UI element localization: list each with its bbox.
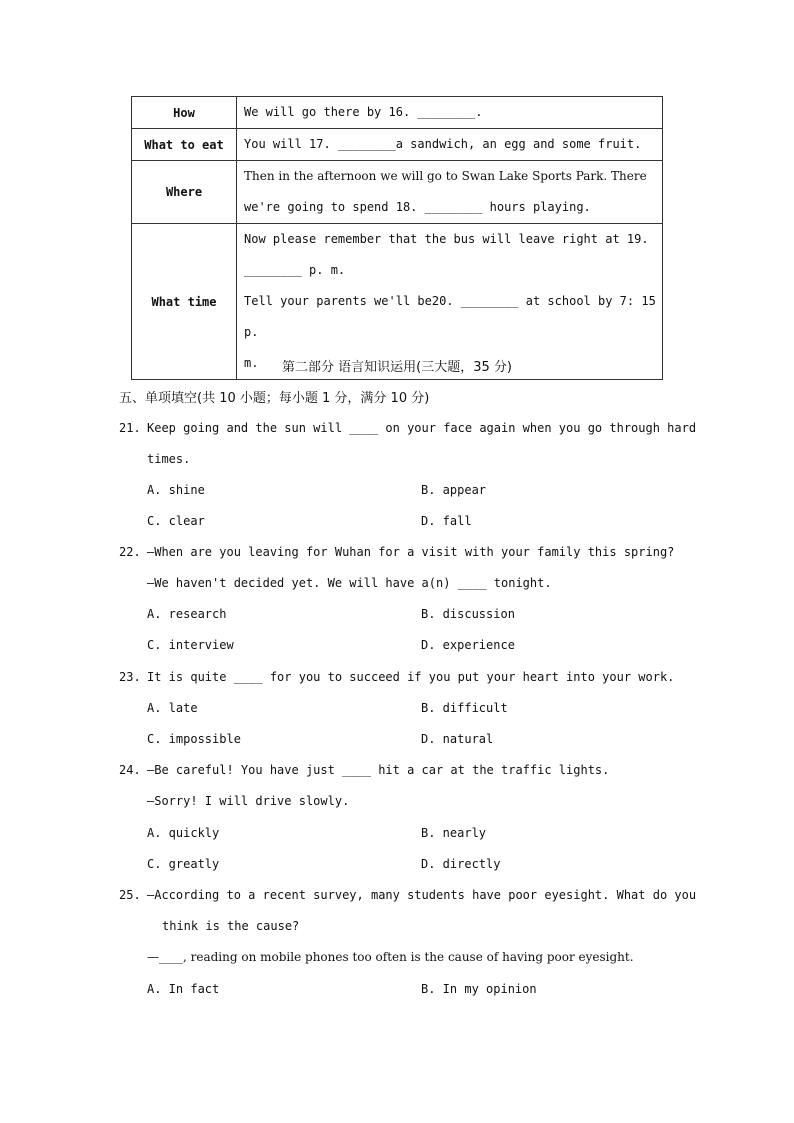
option-d: D. natural	[421, 732, 494, 746]
question-stem-line: —We haven't decided yet. We will have a(n) ____ tonight.	[147, 576, 552, 590]
content-line: ________ p. m.	[244, 263, 346, 277]
content-line: Tell your parents we'll be20. ________ at school by 7: 15 p.	[244, 294, 656, 339]
option-a: A. late	[147, 701, 198, 715]
content-line: Then in the afternoon we will go to Swan Lake Sports Park. There	[244, 169, 647, 183]
content-line: You will 17. ________a sandwich, an egg and some fruit.	[244, 137, 642, 151]
row-header: What to eat	[132, 129, 237, 161]
question-stem-line: —____, reading on mobile phones too often is the cause of having poor eyesight.	[147, 950, 634, 964]
row-content	[237, 161, 663, 224]
content-line: We will go there by 16. ________.	[244, 105, 483, 119]
question-stem-line: think is the cause?	[162, 919, 300, 933]
option-b: B. In my opinion	[421, 982, 537, 996]
row-content	[237, 97, 663, 129]
content-line: Now please remember that the bus will leave right at 19.	[244, 232, 649, 246]
option-a: A. In fact	[147, 982, 220, 996]
option-b: B. difficult	[421, 701, 508, 715]
option-d: D. experience	[421, 638, 515, 652]
question-stem-line: times.	[147, 452, 191, 466]
option-c: C. impossible	[147, 732, 241, 746]
option-a: A. quickly	[147, 826, 220, 840]
section-title: 第二部分 语言知识运用(三大题，35 分)	[282, 360, 512, 375]
row-content	[237, 129, 663, 161]
row-header: How	[132, 97, 237, 129]
option-b: B. nearly	[421, 826, 487, 840]
question-number: 25.	[119, 888, 141, 902]
table-row	[132, 97, 663, 129]
row-header: Where	[132, 161, 237, 224]
question-stem-line: —According to a recent survey, many students have poor eyesight. What do you	[147, 888, 697, 902]
option-b: B. appear	[421, 483, 487, 497]
option-d: D. fall	[421, 514, 472, 528]
option-d: D. directly	[421, 857, 501, 871]
option-c: C. clear	[147, 514, 205, 528]
option-b: B. discussion	[421, 607, 515, 621]
question-stem-line: It is quite ____ for you to succeed if you put your heart into your work.	[147, 670, 675, 684]
info-table	[131, 96, 663, 380]
content-line: we're going to spend 18. ________ hours playing.	[244, 200, 591, 214]
table-row	[132, 129, 663, 161]
question-stem-line: —Sorry! I will drive slowly.	[147, 794, 350, 808]
table-row	[132, 161, 663, 224]
option-c: C. greatly	[147, 857, 220, 871]
part-title: 五、单项填空(共 10 小题；每小题 1 分，满分 10 分)	[119, 391, 430, 406]
question-stem-line: Keep going and the sun will ____ on your face again when you go through hard	[147, 421, 697, 435]
row-header: What time	[132, 224, 237, 380]
option-a: A. shine	[147, 483, 205, 497]
question-number: 22.	[119, 545, 141, 559]
question-stem-line: —Be careful! You have just ____ hit a car at the traffic lights.	[147, 763, 610, 777]
question-number: 23.	[119, 670, 141, 684]
option-c: C. interview	[147, 638, 234, 652]
content-line: m.	[244, 356, 259, 370]
question-number: 21.	[119, 421, 141, 435]
option-a: A. research	[147, 607, 227, 621]
question-stem-line: —When are you leaving for Wuhan for a visit with your family this spring?	[147, 545, 675, 559]
question-number: 24.	[119, 763, 141, 777]
